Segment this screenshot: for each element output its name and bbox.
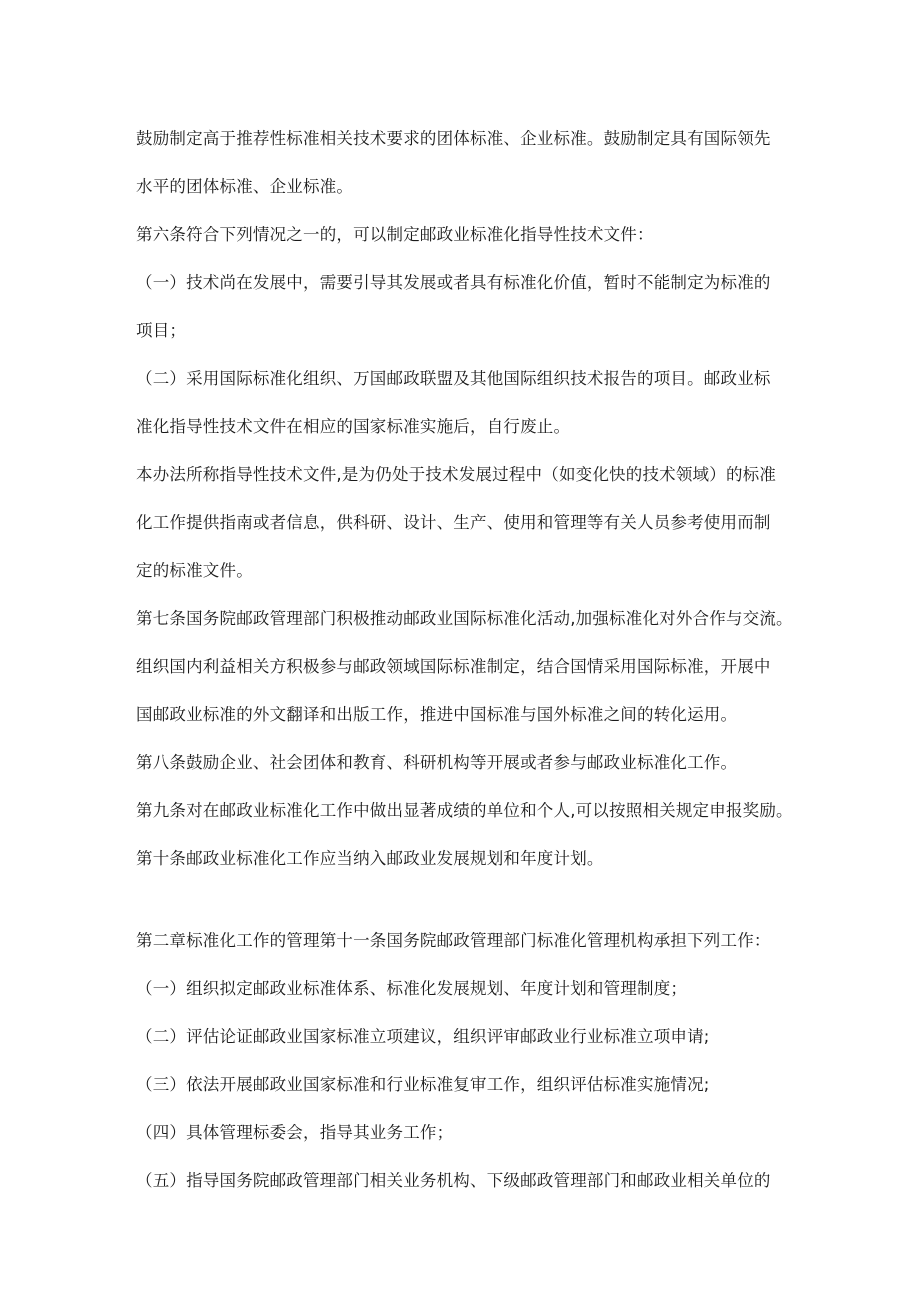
text-line: 第七条国务院邮政管理部门积极推动邮政业国际标准化活动,加强标准化对外合作与交流。 [136,609,793,628]
text-line: （三）依法开展邮政业国家标准和行业标准复审工作，组织评估标准实施情况; [136,1075,710,1094]
text-line: 定的标准文件。 [136,561,253,580]
text-line: （一）技术尚在发展中，需要引导其发展或者具有标准化价值，暂时不能制定为标准的 [136,273,771,292]
text-line: （五）指导国务院邮政管理部门相关业务机构、下级邮政管理部门和邮政业相关单位的 [136,1171,771,1190]
text-line: （四）具体管理标委会，指导其业务工作； [136,1123,454,1142]
text-line: 第六条符合下列情况之一的，可以制定邮政业标准化指导性技术文件： [136,225,654,244]
text-line: 水平的团体标准、企业标准。 [136,177,354,196]
text-line: （二）评估论证邮政业国家标准立项建议，组织评审邮政业行业标准立项申请; [136,1027,710,1046]
text-line: 第十条邮政业标准化工作应当纳入邮政业发展规划和年度计划。 [136,849,604,868]
text-line: 项目； [136,321,187,340]
text-line: 国邮政业标准的外文翻译和出版工作，推进中国标准与国外标准之间的转化运用。 [136,705,738,724]
chapter-heading-line: 第二章标准化工作的管理第十一条国务院邮政管理部门标准化管理机构承担下列工作： [136,931,771,950]
text-line: 本办法所称指导性技术文件,是为仍处于技术发展过程中（如变化快的技术领域）的标准 [136,465,777,484]
text-line: 化工作提供指南或者信息，供科研、设计、生产、使用和管理等有关人员参考使用而制 [136,513,771,532]
text-line: （一）组织拟定邮政业标准体系、标准化发展规划、年度计划和管理制度； [136,979,688,998]
text-line: （二）采用国际标准化组织、万国邮政联盟及其他国际组织技术报告的项目。邮政业标 [136,369,771,388]
text-line: 准化指导性技术文件在相应的国家标准实施后，自行废止。 [136,417,571,436]
text-line: 第八条鼓励企业、社会团体和教育、科研机构等开展或者参与邮政业标准化工作。 [136,753,738,772]
text-line: 第九条对在邮政业标准化工作中做出显著成绩的单位和个人,可以按照相关规定申报奖励。 [136,801,793,820]
text-line: 鼓励制定高于推荐性标准相关技术要求的团体标准、企业标准。鼓励制定具有国际领先 [136,129,771,148]
text-line: 组织国内利益相关方积极参与邮政领域国际标准制定，结合国情采用国际标准，开展中 [136,657,771,676]
